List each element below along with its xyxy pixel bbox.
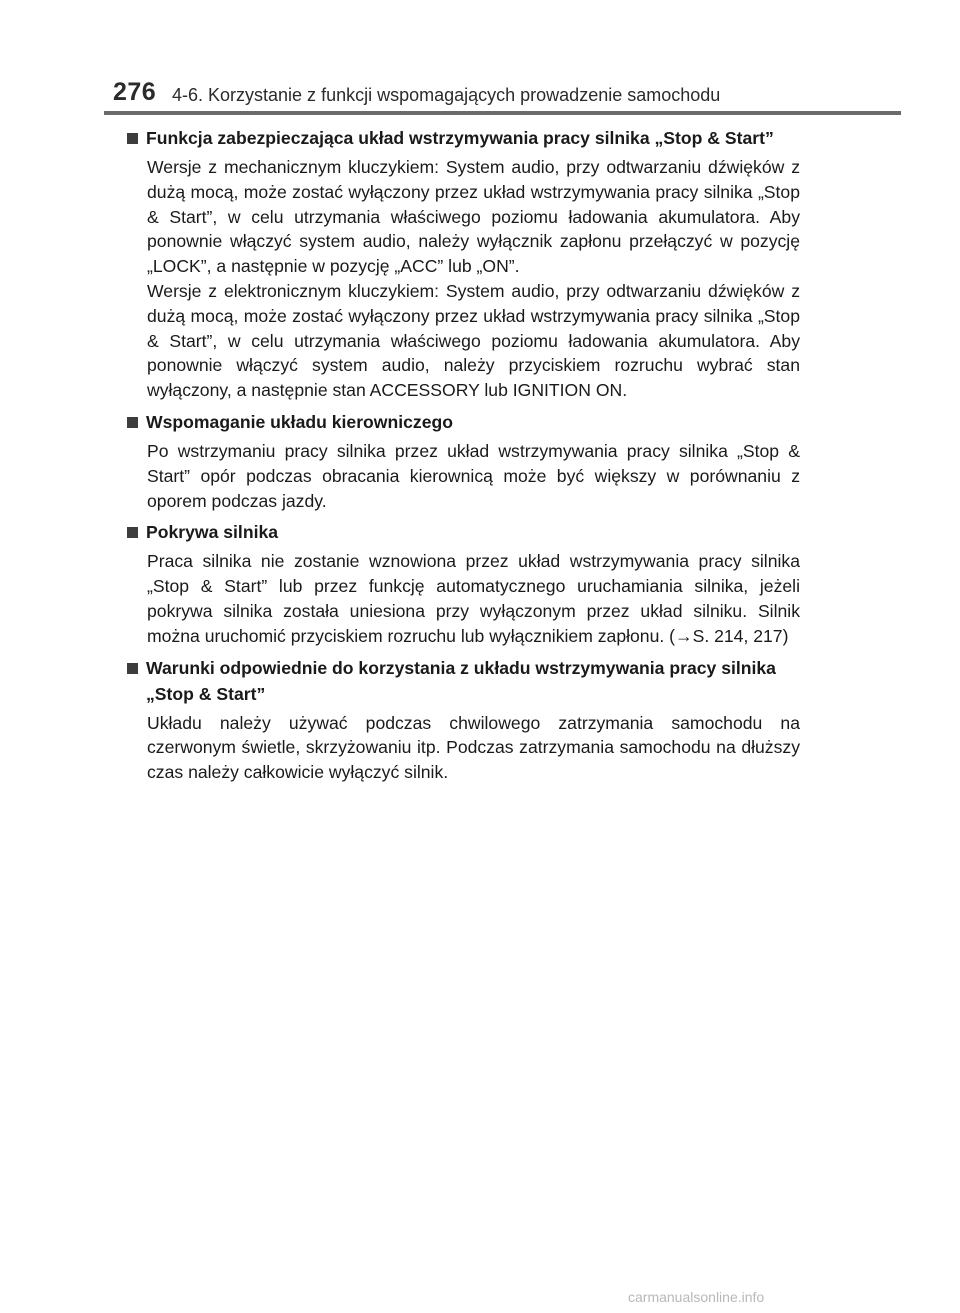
section-usage-conditions xyxy=(126,655,800,785)
section-power-steering xyxy=(126,409,800,513)
section-heading-text: Warunki odpowiednie do korzystania z układu wstrzymywania pracy silnika „Stop & Start” xyxy=(146,657,776,704)
section-heading xyxy=(126,125,800,151)
section-heading xyxy=(126,409,800,435)
paragraph: Wersje z elektronicznym kluczykiem: System audio, przy odtwarzaniu dźwięków z dużą mocą, może zostać wyłączony przez układ wstrzymywania pracy silnika „Stop & Start”, w celu utrzymania właściwego poziomu ładowania akumulatora. Aby ponownie włączyć system audio, należy przyciskiem rozruchu wybrać stan wyłączony, a następnie stan ACCESSORY lub IGNITION ON. xyxy=(147,280,800,401)
page-header xyxy=(0,0,960,116)
paragraph: Układu należy używać podczas chwilowego zatrzymania samochodu na czerwonym świetle, skrzyżowaniu itp. Podczas zatrzymania samochodu na dłuższy czas należy całkowicie wyłączyć silnik. xyxy=(147,712,800,783)
chapter-title: 4-6. Korzystanie z funkcji wspomagających prowadzenie samochodu xyxy=(172,85,721,105)
square-bullet-icon xyxy=(127,133,138,144)
section-heading xyxy=(126,655,800,707)
paragraph: Wersje z mechanicznym kluczykiem: System audio, przy odtwarzaniu dźwięków z dużą mocą, może zostać wyłączony przez układ wstrzymywania pracy silnika „Stop & Start”, w celu utrzymania właściwego poziomu ładowania akumulatora. Aby ponownie włączyć system audio, należy wyłącznik zapłonu przełączyć w pozycję „LOCK”, a następnie w pozycję „ACC” lub „ON”. xyxy=(147,157,800,277)
section-heading-text: Wspomaganie układu kierowniczego xyxy=(146,411,453,432)
section-heading-text: Pokrywa silnika xyxy=(146,522,279,543)
section-stop-start-protection xyxy=(126,125,800,403)
paragraph: Po wstrzymaniu pracy silnika przez układ wstrzymywania pracy silnika „Stop & Start” opór podczas obracania kierownicą może być większy w porównaniu z oporem podczas jazdy. xyxy=(147,440,800,511)
section-heading xyxy=(126,519,800,545)
page-number: 276 xyxy=(113,78,157,106)
page-content xyxy=(126,125,800,785)
square-bullet-icon xyxy=(127,417,138,428)
paragraph: Praca silnika nie zostanie wznowiona przez układ wstrzymywania pracy silnika „Stop & Start” lub przez funkcję automatycznego uruchamiania silnika, jeżeli pokrywa silnika została uniesiona przy wyłączonym przez układ silniku. Silnik można uruchomić przyciskiem rozruchu lub wyłącznikiem zapłonu. (→S. 214, 217) xyxy=(147,551,800,646)
section-heading-text: Funkcja zabezpieczająca układ wstrzymywania pracy silnika „Stop & Start” xyxy=(146,128,774,148)
header-divider xyxy=(104,111,901,115)
section-engine-hood xyxy=(126,519,800,648)
square-bullet-icon xyxy=(127,663,138,674)
watermark: carmanualsonline.info xyxy=(628,1289,765,1305)
square-bullet-icon xyxy=(127,527,138,538)
